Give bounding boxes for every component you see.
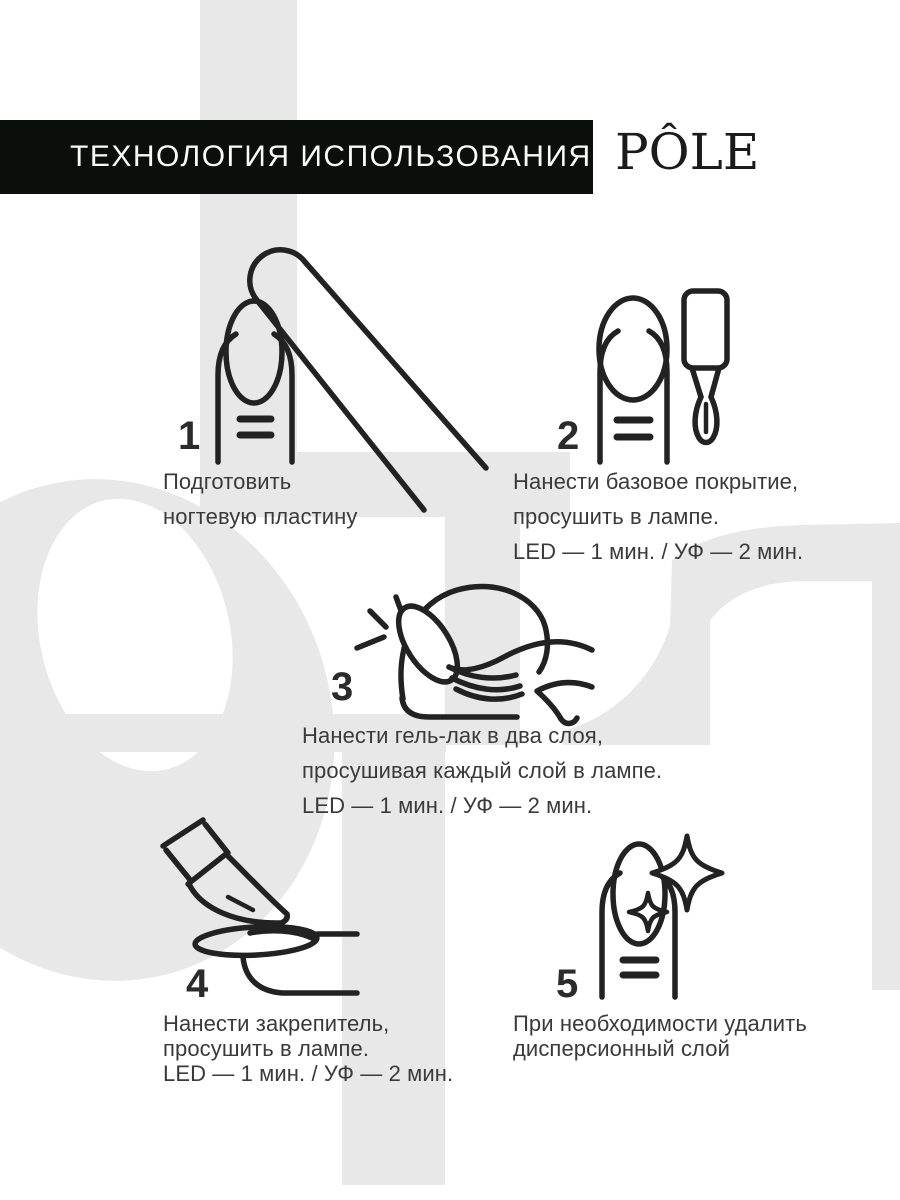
base-coat-icon [599, 291, 727, 462]
page-title: ТЕХНОЛОГИЯ ИСПОЛЬЗОВАНИЯ [70, 140, 592, 173]
caption-line: Нанести базовое покрытие, [513, 469, 799, 494]
caption-line: LED — 1 мин. / УФ — 2 мин. [302, 793, 593, 818]
caption-line: просушивая каждый слой в лампе. [302, 758, 663, 783]
caption-line: Подготовить [163, 469, 292, 494]
step-5-number: 5 [556, 962, 579, 1006]
step-5-caption [513, 1011, 807, 1061]
step-3-number: 3 [331, 665, 354, 709]
step-4-number: 4 [186, 962, 209, 1006]
caption-line: Нанести гель-лак в два слоя, [302, 723, 604, 748]
step-1-number: 1 [178, 414, 201, 458]
caption-line: ногтевую пластину [163, 504, 358, 529]
caption-line: дисперсионный слой [513, 1036, 730, 1061]
caption-line: Нанести закрепитель, [163, 1011, 390, 1036]
header-bar [0, 120, 593, 194]
step-4-caption [163, 1011, 453, 1086]
caption-line: LED — 1 мин. / УФ — 2 мин. [163, 1061, 454, 1086]
step-2-caption [513, 464, 803, 569]
step-3-caption [302, 718, 662, 823]
caption-line: просушить в лампе. [163, 1036, 370, 1061]
brand-logo: PÔLE [615, 123, 760, 181]
caption-line: LED — 1 мин. / УФ — 2 мин. [513, 539, 804, 564]
shine-wipe-icon [602, 836, 722, 997]
step-1-caption [163, 464, 358, 534]
caption-line: просушить в лампе. [513, 504, 720, 529]
caption-line: При необходимости удалить [513, 1011, 807, 1036]
step-2-number: 2 [557, 414, 580, 458]
